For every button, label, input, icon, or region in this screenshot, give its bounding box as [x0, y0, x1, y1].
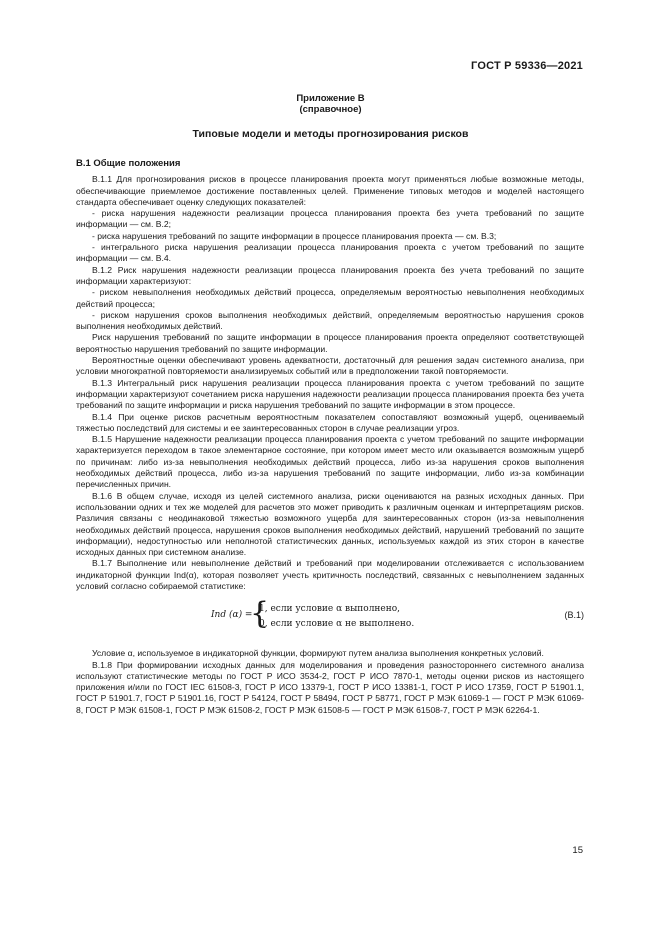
paragraph: В.1.1 Для прогнозирования рисков в процессе планирования проекта могут применяться любые возможные методы, обеспечивающие приемлемое достижение поставленных целей. Применение типовых методов и моделей настоящего стандарта обеспечивает оценку следующих показателей:: [76, 174, 584, 207]
paragraph: В.1.5 Нарушение надежности реализации процесса планирования проекта с учетом требований по защите информации характеризуется переходом в такое элементарное состояние, при котором имеет место или оказывается возможным ущерб по причинам: либо из-за невыполнения необходимых действий процесса, либо из-за нарушения сроков выполнения необходимых действий процесса, либо из-за нарушения требований по защите информации, либо из-за комбинации перечисленных причин.: [76, 434, 584, 490]
formula-lhs: Ind (α) =: [211, 610, 253, 621]
paragraph: Условие α, используемое в индикаторной функции, формируют путем анализа выполнения конкретных условий.: [92, 648, 544, 659]
indicator-formula: [76, 598, 584, 638]
paragraph: Вероятностные оценки обеспечивают уровень адекватности, достаточный для решения задач системного анализа, при условии многократной повторяемости анализируемых событий или в предположении такой повторяемости.: [76, 355, 584, 377]
paragraph: В.1.6 В общем случае, исходя из целей системного анализа, риски оцениваются на разных исходных данных. При использовании одних и тех же моделей для расчетов это может приводить к различным оценкам и интерпретациям рисков. Различия связаны с неодинаковой тяжестью возможного ущерба для заинтересованных сторон (из-за невыполнения необходимых действий процесса, нарушения сроков выполнения необходимых действий, нарушений требований по защите информации), недоступностью или неполнотой статистических данных, используемых каждой из этих сторон в качестве исходных данных при системном анализе.: [76, 490, 584, 558]
paragraph: В.1.7 Выполнение или невыполнение действий и требований при моделировании отслеживается с использованием индикаторной функции Ind(α), которая позволяет учесть критичность последствий, связанных с невыполнением заданных условий согласно собираемой статистике:: [76, 558, 584, 591]
formula-cases: [259, 602, 414, 632]
annex-title: Приложение В: [296, 93, 365, 104]
list-item: - риска нарушения требований по защите информации в процессе планирования проекта — см. В.3;: [92, 230, 497, 241]
paragraph: В.1.3 Интегральный риск нарушения реализации процесса планирования проекта с учетом требований по защите информации характеризуют сочетанием риска нарушения надежности реализации процесса планирования проекта без учета требований по защите информации и риска нарушения требований по защите информации в этом процессе.: [76, 377, 584, 411]
main-content: [76, 158, 584, 716]
document-title: Типовые модели и методы прогнозирования рисков: [192, 128, 469, 140]
annex-heading: [0, 93, 661, 115]
formula-case-false: 0, если условие α не выполнено.: [259, 619, 415, 630]
section-heading: В.1 Общие положения: [76, 158, 181, 169]
list-item: - риска нарушения надежности реализации процесса планирования проекта без учета требований по защите информации — см. В.2;: [76, 208, 584, 230]
list-item: - риском невыполнения необходимых действий процесса, определяемым вероятностью невыполнения необходимых действий процесса;: [76, 287, 584, 309]
formula-brace: {: [250, 596, 270, 632]
list-item: - риском нарушения сроков выполнения необходимых действий, определяемым вероятностью нарушения сроков выполнения необходимых действий.: [76, 309, 584, 332]
paragraph: В.1.8 При формировании исходных данных для моделирования и проведения разностороннего системного анализа используют статистические методы по ГОСТ Р ИСО 3534-2, ГОСТ Р ИСО 7870-1, методы оценки рисков из настоящего приложения и/или по ГОСТ IEC 61508-3, ГОСТ Р ИСО 13379-1, ГОСТ Р ИСО 13381-1, ГОСТ Р ИСО 17359, ГОСТ Р 51901.1, ГОСТ Р 51901.7, ГОСТ Р 51901.16, ГОСТ Р 54124, ГОСТ Р 58494, ГОСТ Р 58771, ГОСТ Р МЭК 61069-1 — ГОСТ Р МЭК 61069-8, ГОСТ Р МЭК 61508-1, ГОСТ Р МЭК 61508-2, ГОСТ Р МЭК 61508-5 — ГОСТ Р МЭК 61508-7, ГОСТ Р МЭК 62264-1.: [76, 659, 584, 715]
paragraph: В.1.2 Риск нарушения надежности реализации процесса планирования проекта без учета требований по защите информации характеризуют:: [76, 264, 584, 286]
annex-type: (справочное): [299, 104, 362, 115]
page-number: 15: [572, 845, 583, 856]
formula-number: (В.1): [564, 610, 584, 621]
paragraph: В.1.4 При оценке рисков расчетным вероятностным показателем сопоставляют возможный ущерб, оцениваемый тяжестью последствий для системы и ее заинтересованных сторон в случае реализации угроз.: [76, 411, 584, 433]
formula-case-true: 1, если условие α выполнено,: [259, 604, 401, 615]
document-code: ГОСТ Р 59336—2021: [471, 60, 583, 72]
list-item: - интегрального риска нарушения реализации процесса планирования проекта с учетом требований по защите информации — см. В.4.: [76, 242, 584, 264]
paragraph: Риск нарушения требований по защите информации в процессе планирования проекта определяют соответствующей вероятностью нарушения требований по защите информации.: [76, 332, 584, 354]
